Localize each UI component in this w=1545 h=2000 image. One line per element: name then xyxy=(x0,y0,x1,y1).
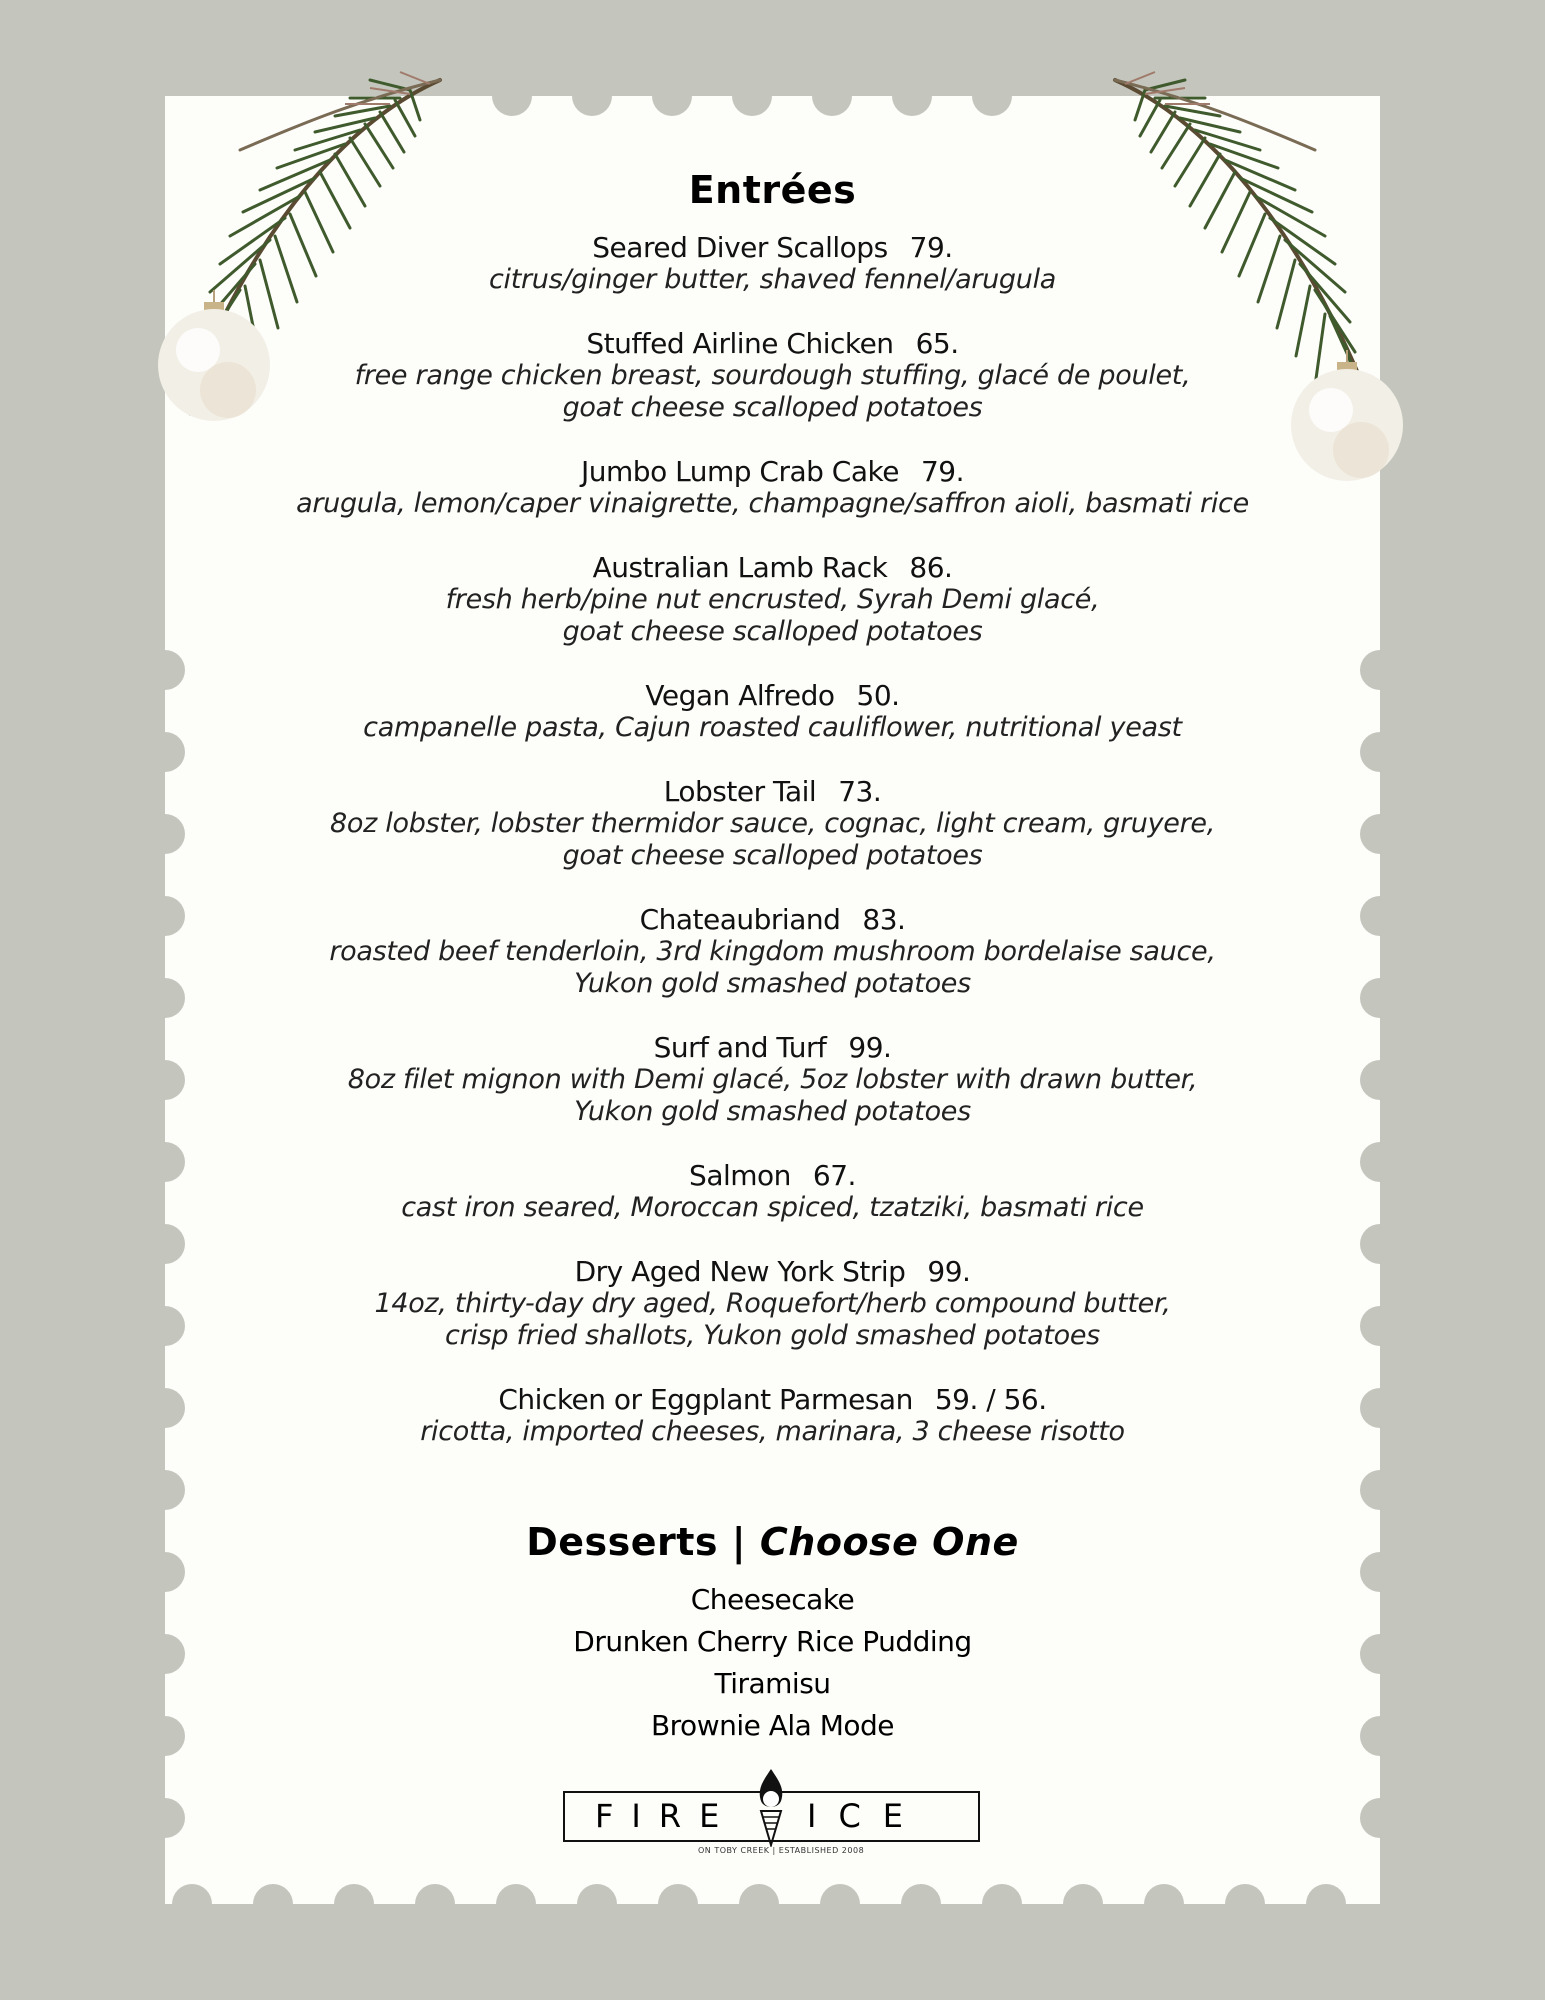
entree-name-line xyxy=(0,552,1545,584)
entree-item xyxy=(0,1032,1545,1128)
entree-name: Stuffed Airline Chicken xyxy=(586,327,894,360)
entree-name: Dry Aged New York Strip xyxy=(574,1255,906,1288)
dessert-item: Cheesecake xyxy=(690,1583,855,1616)
stamp-scallop xyxy=(652,76,692,116)
fire-ice-logo xyxy=(563,1791,980,1842)
stamp-scallop xyxy=(732,76,772,116)
entree-item xyxy=(0,232,1545,296)
entree-description: goat cheese scalloped potatoes xyxy=(562,616,983,647)
entree-price: 99. xyxy=(927,1255,971,1288)
stamp-scallop xyxy=(145,1470,185,1510)
entree-description: roasted beef tenderloin, 3rd kingdom mushroom bordelaise sauce, xyxy=(329,936,1216,967)
desserts-section xyxy=(0,1520,1545,1564)
entree-item xyxy=(0,680,1545,744)
entree-name: Vegan Alfredo xyxy=(645,679,835,712)
stamp-scallop xyxy=(739,1884,779,1924)
logo-word-ice: ICE xyxy=(807,1797,925,1835)
stamp-scallop xyxy=(492,76,532,116)
entree-item xyxy=(0,904,1545,1000)
stamp-scallop xyxy=(1225,1884,1265,1924)
logo-word-fire: FIRE xyxy=(595,1797,738,1835)
entree-description: 14oz, thirty-day dry aged, Roquefort/herb compound butter, xyxy=(374,1288,1171,1319)
entree-price: 67. xyxy=(812,1159,856,1192)
entree-description: arugula, lemon/caper vinaigrette, champagne/saffron aioli, basmati rice xyxy=(296,488,1249,519)
entree-description: Yukon gold smashed potatoes xyxy=(574,968,971,999)
entree-name: Salmon xyxy=(689,1159,791,1192)
entree-item xyxy=(0,328,1545,424)
entree-price: 83. xyxy=(862,903,906,936)
entree-name-line xyxy=(0,1032,1545,1064)
entree-description: free range chicken breast, sourdough stuffing, glacé de poulet, xyxy=(354,360,1191,391)
entree-name: Australian Lamb Rack xyxy=(592,551,888,584)
dessert-item: Drunken Cherry Rice Pudding xyxy=(573,1625,972,1658)
stamp-scallop xyxy=(496,1884,536,1924)
desserts-heading xyxy=(0,1520,1545,1564)
stamp-scallop xyxy=(1306,1884,1346,1924)
entree-description: 8oz filet mignon with Demi glacé, 5oz lobster with drawn butter, xyxy=(347,1064,1198,1095)
entree-price: 65. xyxy=(915,327,959,360)
stamp-scallop xyxy=(901,1884,941,1924)
entree-name: Jumbo Lump Crab Cake xyxy=(581,455,899,488)
entree-name-line xyxy=(0,328,1545,360)
stamp-scallop xyxy=(892,76,932,116)
stamp-scallop xyxy=(334,1884,374,1924)
stamp-scallop xyxy=(1144,1884,1184,1924)
entrees-section xyxy=(0,168,1545,212)
dessert-item: Brownie Ala Mode xyxy=(650,1709,895,1742)
entree-item xyxy=(0,456,1545,520)
entree-name-line xyxy=(0,1384,1545,1416)
entree-item xyxy=(0,552,1545,648)
entree-item xyxy=(0,776,1545,872)
entree-item xyxy=(0,1384,1545,1448)
stamp-scallop xyxy=(820,1884,860,1924)
entree-name-line xyxy=(0,456,1545,488)
stamp-scallop xyxy=(972,76,1012,116)
flame-cone-icon xyxy=(751,1767,791,1847)
desserts-heading-italic: Choose One xyxy=(759,1520,1019,1564)
desserts-heading-main: Desserts | xyxy=(526,1520,760,1564)
entrees-heading: Entrées xyxy=(688,168,857,212)
entree-price: 73. xyxy=(838,775,882,808)
entree-description: 8oz lobster, lobster thermidor sauce, cognac, light cream, gruyere, xyxy=(330,808,1215,839)
entree-name: Lobster Tail xyxy=(663,775,817,808)
entree-price: 99. xyxy=(848,1031,892,1064)
entree-item xyxy=(0,1256,1545,1352)
entree-name-line xyxy=(0,904,1545,936)
stamp-scallop xyxy=(145,1798,185,1838)
entree-price: 79. xyxy=(920,455,964,488)
stamp-scallop xyxy=(812,76,852,116)
stamp-scallop xyxy=(577,1884,617,1924)
entree-price: 86. xyxy=(909,551,953,584)
entree-description: campanelle pasta, Cajun roasted cauliflower, nutritional yeast xyxy=(363,712,1182,743)
stamp-scallop xyxy=(172,1884,212,1924)
entree-name-line xyxy=(0,232,1545,264)
entree-item xyxy=(0,1160,1545,1224)
entree-name: Chicken or Eggplant Parmesan xyxy=(498,1383,913,1416)
entree-description: citrus/ginger butter, shaved fennel/arugula xyxy=(488,264,1057,295)
logo-tagline: ON TOBY CREEK | ESTABLISHED 2008 xyxy=(698,1846,865,1855)
entree-name-line xyxy=(0,1256,1545,1288)
stamp-scallop xyxy=(982,1884,1022,1924)
entree-description: crisp fried shallots, Yukon gold smashed potatoes xyxy=(445,1320,1100,1351)
entree-description: Yukon gold smashed potatoes xyxy=(574,1096,971,1127)
stamp-scallop xyxy=(1063,1884,1103,1924)
entree-name-line xyxy=(0,680,1545,712)
dessert-item: Tiramisu xyxy=(714,1667,831,1700)
stamp-scallop xyxy=(415,1884,455,1924)
entree-price: 59. / 56. xyxy=(934,1383,1047,1416)
stamp-scallop xyxy=(658,1884,698,1924)
entree-description: cast iron seared, Moroccan spiced, tzatziki, basmati rice xyxy=(401,1192,1144,1223)
entree-price: 79. xyxy=(909,231,953,264)
stamp-scallop xyxy=(253,1884,293,1924)
entree-description: goat cheese scalloped potatoes xyxy=(562,392,983,423)
entree-price: 50. xyxy=(856,679,900,712)
entree-name-line xyxy=(0,1160,1545,1192)
entree-description: ricotta, imported cheeses, marinara, 3 cheese risotto xyxy=(420,1416,1125,1447)
entree-name-line xyxy=(0,776,1545,808)
entree-description: fresh herb/pine nut encrusted, Syrah Demi glacé, xyxy=(445,584,1100,615)
entree-name: Surf and Turf xyxy=(653,1031,827,1064)
stamp-scallop xyxy=(1360,1798,1400,1838)
entree-name: Chateaubriand xyxy=(639,903,841,936)
entree-name: Seared Diver Scallops xyxy=(592,231,888,264)
entree-description: goat cheese scalloped potatoes xyxy=(562,840,983,871)
stamp-scallop xyxy=(572,76,612,116)
stamp-scallop xyxy=(1360,1470,1400,1510)
